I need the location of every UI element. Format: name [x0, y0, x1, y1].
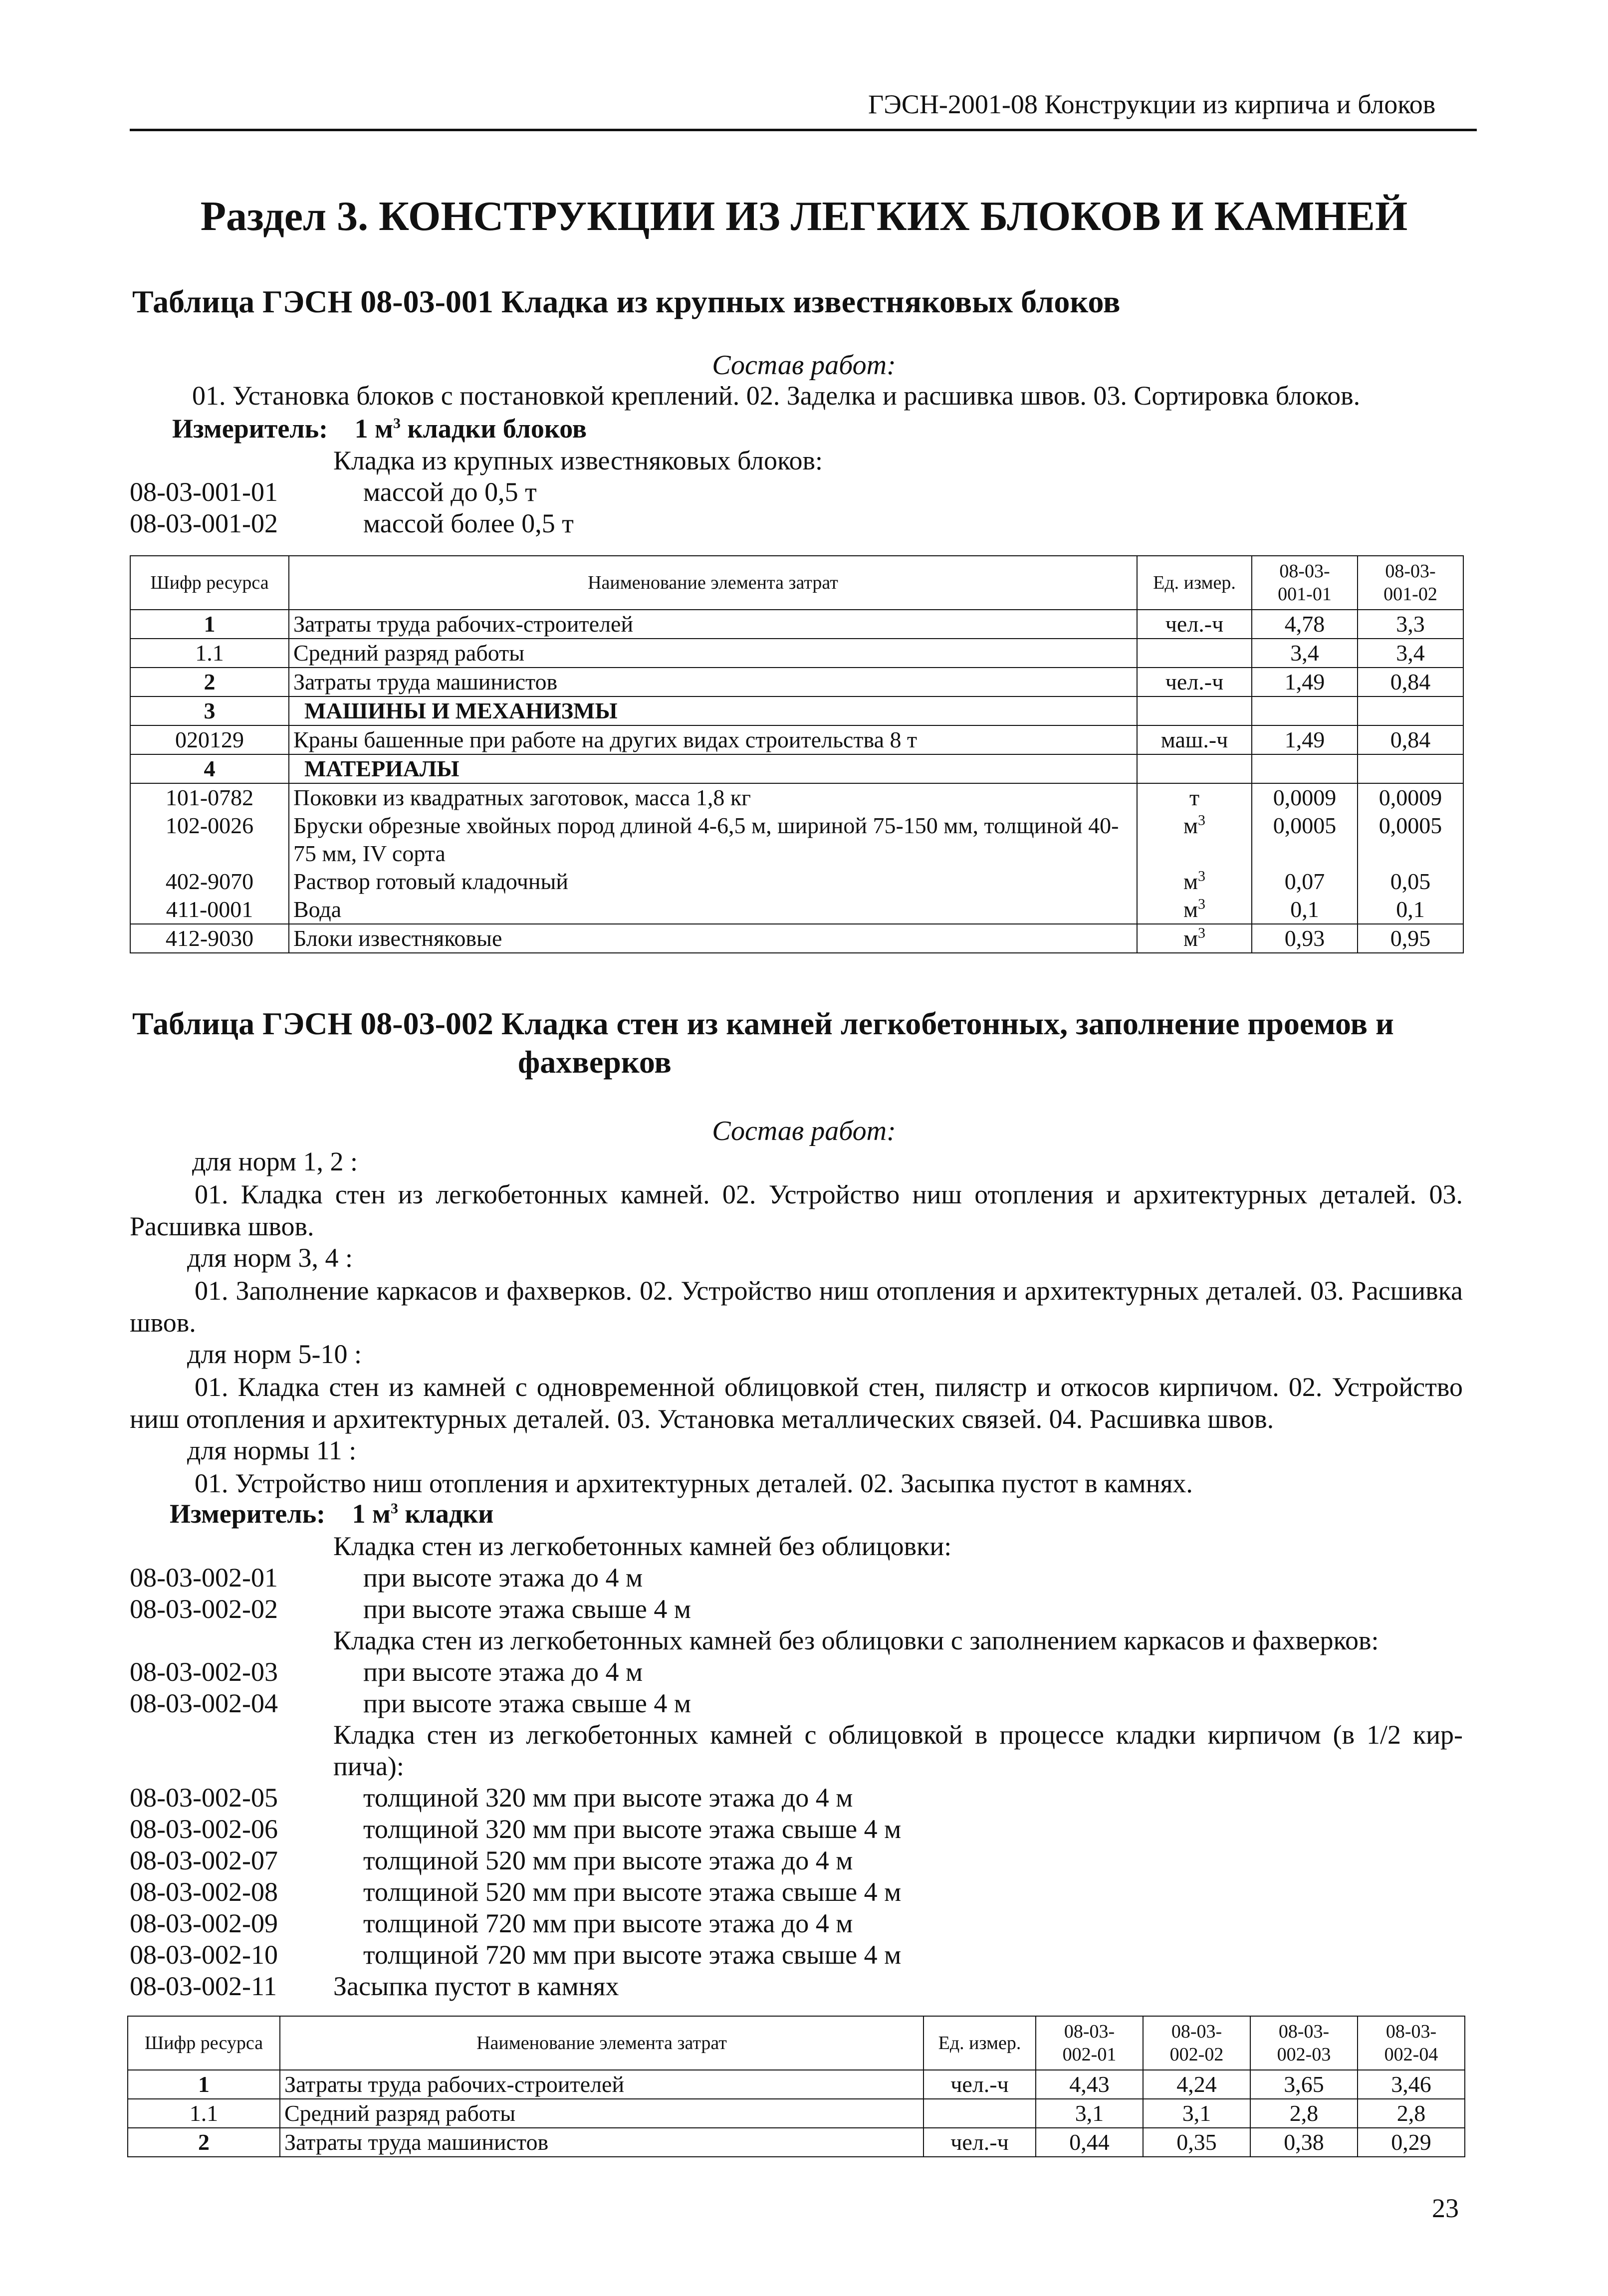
norms-for-label: для норм 1, 2 :: [192, 1147, 358, 1176]
resource-table-1: [130, 555, 1464, 953]
table2-measure-value: 1 $м^3$ кладки: [352, 1499, 494, 1529]
norm-code: 08-03-002-03: [130, 1657, 278, 1687]
norm-text: толщиной 320 мм при высоте этажа свыше 4 м: [363, 1814, 902, 1844]
running-header: ГЭСН-2001-08 Конструкции из кирпича и блоков: [868, 89, 1436, 119]
norm-text: толщиной 720 мм при высоте этажа свыше 4 м: [363, 1940, 902, 1970]
work-paragraph: 01. Кладка стен из камней с одновременной облицовкой стен, пилястр и откосов кирпичом. 02. Устройство ниш отопления и архитектурных деталей. 03. Установка металлических связей. 04. Расшивка швов.: [130, 1372, 1463, 1434]
header-shifr: Шифр ресурса: [128, 2016, 280, 2070]
resource-table-2: [127, 2016, 1465, 2157]
header-norm-col: 08-03- 002-03: [1250, 2016, 1358, 2070]
table1-sostav-label: Состав работ:: [712, 350, 896, 381]
table2-measure-label: Измеритель:: [170, 1499, 326, 1529]
table2-title-line2: фахверков: [518, 1044, 672, 1080]
table-row: 020129 Краны башенные при работе на других видах строительства 8 т маш.-ч 1,49 0,84: [130, 725, 1463, 754]
table-header-row: [128, 2016, 1465, 2070]
table2-measure: [170, 1498, 493, 1529]
norm-code: 08-03-002-08: [130, 1877, 278, 1907]
norm-text: при высоте этажа до 4 м: [363, 1563, 643, 1593]
group-label: Кладка стен из легкобетонных камней без облицовки:: [333, 1531, 952, 1561]
table1-group-label: Кладка из крупных известняковых блоков:: [333, 446, 823, 475]
work-paragraph: 01. Кладка стен из легкобетонных камней. 02. Устройство ниш отопления и архитектурных деталей. 03. Расшивка швов.: [130, 1179, 1463, 1241]
norm-code: 08-03-002-05: [130, 1783, 278, 1813]
norm-text: при высоте этажа до 4 м: [363, 1657, 643, 1687]
norm-text: массой более 0,5 т: [363, 508, 574, 538]
norm-text: толщиной 720 мм при высоте этажа до 4 м: [363, 1908, 853, 1938]
header-norm-col: 08-03- 002-02: [1143, 2016, 1250, 2070]
header-shifr: Шифр ресурса: [130, 556, 289, 610]
group-label: Кладка стен из легкобетонных камней с облицовкой в процессе кладки кирпичом (в 1/2 кир-: [333, 1720, 1463, 1750]
table-row: 4 МАТЕРИАЛЫ: [130, 754, 1463, 783]
header-rule: [130, 129, 1477, 131]
norm-code: 08-03-002-10: [130, 1940, 278, 1970]
table1-title: Таблица ГЭСН 08-03-001 Кладка из крупных известняковых блоков: [132, 284, 1121, 319]
table1-measure-value: 1 $м^3$ кладки блоков: [354, 414, 587, 444]
table-row: 1.1 Средний разряд работы 3,4 3,4: [130, 639, 1463, 668]
header-name: Наименование элемента затрат: [280, 2016, 923, 2070]
table-row: 2 Затраты труда машинистов чел.-ч 0,44 0,35 0,38 0,29: [128, 2128, 1465, 2157]
table-row: 412-9030 Блоки известняковые $м^3$ 0,93 0,95: [130, 924, 1463, 953]
page-number: 23: [1432, 2193, 1459, 2223]
table1-sostav-text: 01. Установка блоков с постановкой креплений. 02. Заделка и расшивка швов. 03. Сортировка блоков.: [192, 381, 1361, 411]
header-unit: Ед. измер.: [923, 2016, 1036, 2070]
norm-text: при высоте этажа свыше 4 м: [363, 1688, 691, 1718]
norm-code: 08-03-002-04: [130, 1688, 278, 1718]
norm-code: 08-03-002-01: [130, 1563, 278, 1593]
table-row: 102-0026 Бруски обрезные хвойных пород длиной 4-6,5 м, шириной 75-150 мм, толщиной 40-75 мм, IV сорта $м^3$ 0,0005 0,0005: [130, 812, 1463, 868]
norm-text: толщиной 320 мм при высоте этажа до 4 м: [363, 1783, 853, 1813]
table2-title-line1: Таблица ГЭСН 08-03-002 Кладка стен из камней легкобетонных, заполнение проемов и: [132, 1006, 1394, 1041]
norm-code: 08-03-001-01: [130, 477, 278, 507]
table-row: 101-0782 Поковки из квадратных заготовок, масса 1,8 кг т 0,0009 0,0009: [130, 783, 1463, 812]
norm-text: при высоте этажа свыше 4 м: [363, 1594, 691, 1624]
norm-code: 08-03-002-06: [130, 1814, 278, 1844]
section-title: Раздел 3. КОНСТРУКЦИИ ИЗ ЛЕГКИХ БЛОКОВ И КАМНЕЙ: [200, 193, 1408, 239]
header-norm-col: 08-03- 002-04: [1358, 2016, 1465, 2070]
norm-text: толщиной 520 мм при высоте этажа свыше 4 м: [363, 1877, 902, 1907]
work-paragraph: 01. Заполнение каркасов и фахверков. 02. Устройство ниш отопления и архитектурных деталей. 03. Расшивка швов.: [130, 1276, 1463, 1338]
norm-text: Засыпка пустот в камнях: [333, 1971, 619, 2001]
norm-code: 08-03-002-09: [130, 1908, 278, 1938]
group-label: пича):: [333, 1751, 404, 1781]
header-norm-col: 08-03- 002-01: [1036, 2016, 1143, 2070]
norm-code: 08-03-002-07: [130, 1845, 278, 1875]
norm-code: 08-03-001-02: [130, 508, 278, 538]
table-row: 2 Затраты труда машинистов чел.-ч 1,49 0,84: [130, 668, 1463, 696]
table-row: 1.1 Средний разряд работы 3,1 3,1 2,8 2,8: [128, 2099, 1465, 2128]
norms-for-label: для норм 5-10 :: [187, 1339, 362, 1369]
header-norm-col: 08-03- 001-02: [1358, 556, 1463, 610]
table1-measure-label: Измеритель:: [172, 414, 328, 444]
norm-code: 08-03-002-11: [130, 1971, 277, 2001]
work-paragraph: 01. Устройство ниш отопления и архитектурных деталей. 02. Засыпка пустот в камнях.: [195, 1468, 1193, 1498]
group-label: Кладка стен из легкобетонных камней без облицовки с заполнением каркасов и фахверков:: [333, 1625, 1379, 1655]
table2-sostav-label: Состав работ:: [712, 1116, 896, 1147]
table-row: 1 Затраты труда рабочих-строителей чел.-ч 4,78 3,3: [130, 610, 1463, 639]
norms-for-label: для нормы 11 :: [187, 1435, 357, 1465]
norm-text: массой до 0,5 т: [363, 477, 537, 507]
table-row: 1 Затраты труда рабочих-строителей чел.-ч 4,43 4,24 3,65 3,46: [128, 2070, 1465, 2099]
header-norm-col: 08-03- 001-01: [1252, 556, 1358, 610]
table-row: 411-0001 Вода $м^3$ 0,1 0,1: [130, 896, 1463, 924]
header-name: Наименование элемента затрат: [289, 556, 1137, 610]
table-row: 402-9070 Раствор готовый кладочный $м^3$ 0,07 0,05: [130, 868, 1463, 896]
table1-measure: [172, 413, 587, 444]
table-header-row: [130, 556, 1463, 610]
table-row: 3 МАШИНЫ И МЕХАНИЗМЫ: [130, 696, 1463, 725]
norm-text: толщиной 520 мм при высоте этажа до 4 м: [363, 1845, 853, 1875]
norm-code: 08-03-002-02: [130, 1594, 278, 1624]
norms-for-label: для норм 3, 4 :: [187, 1243, 353, 1273]
header-unit: Ед. измер.: [1137, 556, 1252, 610]
